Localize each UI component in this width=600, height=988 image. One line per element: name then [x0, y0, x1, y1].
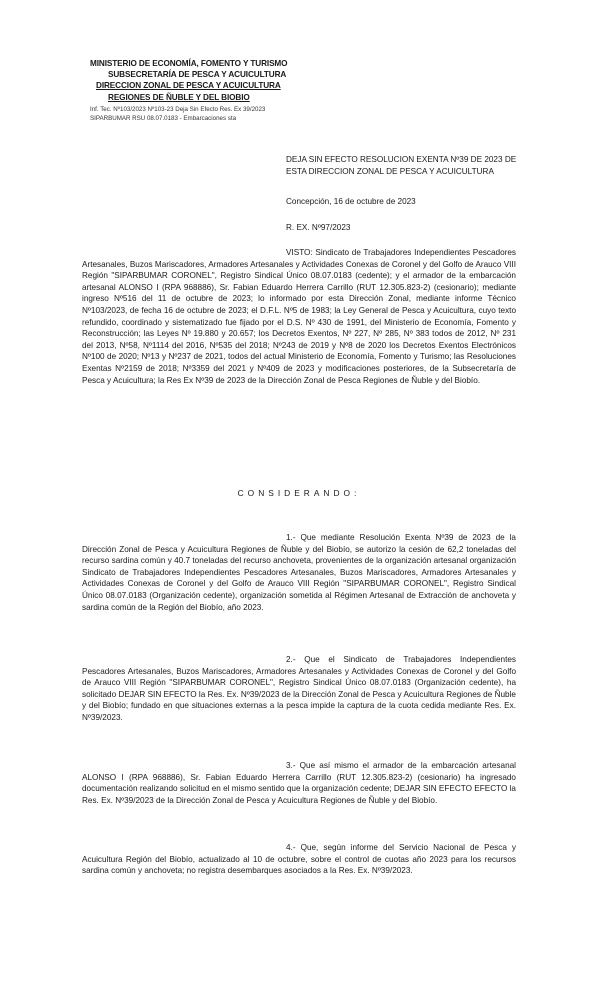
resolution-number: R. EX. Nº97/2023	[286, 223, 351, 232]
place-and-date: Concepción, 16 de octubre de 2023	[286, 197, 416, 206]
visto-text: Sindicato de Trabajadores Independientes Pescadores Artesanales, Buzos Mariscadores, Armadores Artesanales y Actividades Conexas de Coronel y del Golfo de Arauco VIII Región "SIPARBUMAR CORONEL", Registro Sindical Único 08.07.0183 (cedente); y el armador de la embarcación artesanal ALONSO I (RPA 968886), Sr. Fabian Eduardo Herrera Carrillo (RUT 12.305.823-2) (cesionario); mediante ingreso Nº516 del 11 de octubre de 2023; lo informado por esta Dirección Zonal, mediante informe Técnico Nº103/2023, de fecha 16 de octubre de 2023; el D.F.L. Nº5 de 1983; la Ley General de Pesca y Acuicultura, cuyo texto refundido, coordinado y sistematizado fue fijado por el D.S. Nº 430 de 1991, del Ministerio de Economía, Fomento y Reconstrucción; las Leyes Nº 19.880 y 20.657; los Decretos Exentos, Nº 227, Nº 285, Nº 383 todos de 2012, Nº 231 del 2013, Nº58, Nº1114 del 2016, Nº535 del 2018; Nº243 de 2019 y Nº8 de 2020 los Decretos Exentos Electrónicos Nº100 de 2020; Nº13 y Nº237 de 2021, todos del actual Ministerio de Economía, Fomento y Turismo; las Resoluciones Exentas Nº2159 de 2018; Nº3359 del 2021 y Nº409 de 2023 y modificaciones posteriores, de la Subsecretaría de Pesca y Acuicultura; la Res Ex Nº39 de 2023 de la Dirección Zonal de Pesca Regiones de Ñuble y del Biobío.	[82, 248, 516, 385]
considerando-1: 1.- Que mediante Resolución Exenta Nº39 de 2023 de la Dirección Zonal de Pesca y Acuicultura Regiones de Ñuble y del Biobío, se autorizo la cesión de 62,2 toneladas del recurso sardina común y 40.7 toneladas del recurso anchoveta, provenientes de la organización artesanal organización Sindicato de Trabajadores Independientes Pescadores Artesanales, Buzos Mariscadores, Armadores Artesanales y Actividades Conexas de Coronel y del Golfo de Arauco VIII Región "SIPARBUMAR CORONEL", Registro Sindical Único 08.07.0183 (Organización cedente), organización sometida al Régimen Artesanal de Extracción de anchoveta y sardina común de la Región del Biobío, año 2023.	[82, 533, 516, 612]
considerando-3: 3.- Que así mismo el armador de la embarcación artesanal ALONSO I (RPA 968886), Sr. Fabian Eduardo Herrera Carrillo (RUT 12.305.823-2) (cesionario) ha ingresado documentación realizando solicitud en el mismo sentido que la organización cedente; DEJAR SIN EFECTO EFECTO la Res. Ex. Nº39/2023 de la Dirección Zonal de Pesca y Acuicultura Regiones de Ñuble y del Biobío.	[82, 761, 516, 805]
letterhead	[90, 58, 350, 123]
visto-label: VISTO:	[286, 248, 313, 257]
considerando-4: 4.- Que, según informe del Servicio Nacional de Pesca y Acuicultura Región del Biobío, actualizado al 10 de octubre, sobre el control de cuotas año 2023 para los recursos sardina común y anchoveta; no registra desembarques asociados a la Res. Ex. Nº39/2023.	[82, 843, 516, 876]
resolution-subject: DEJA SIN EFECTO RESOLUCION EXENTA Nº39 DE 2023 DE ESTA DIRECCION ZONAL DE PESCA Y ACUICULTURA	[286, 155, 517, 176]
zonal-direction-name: DIRECCION ZONAL DE PESCA Y ACUICULTURA	[96, 81, 281, 91]
considerando-2: 2.- Que el Sindicato de Trabajadores Independientes Pescadores Artesanales, Buzos Mariscadores, Armadores Artesanales y Actividades Conexas de Coronel y del Golfo de Arauco VIII Región "SIPARBUMAR CORONEL", Registro Sindical Único 08.07.0183 (Organización cedente), ha solicitado DEJAR SIN EFECTO la Res. Ex. Nº39/2023 de la Dirección Zonal de Pesca y Acuicultura Regiones de Ñuble y del Biobío; fundado en que situaciones externas a la pesca impide la captura de la cuota cedida mediante Res. Ex. Nº39/2023.	[82, 655, 516, 722]
subsecretariat-name: SUBSECRETARÍA DE PESCA Y ACUICULTURA	[108, 70, 287, 80]
considerando-heading: CONSIDERANDO:	[237, 488, 361, 498]
regions-name: REGIONES DE ÑUBLE Y DEL BIOBIO	[108, 92, 250, 102]
ministry-name: MINISTERIO DE ECONOMÍA, FOMENTO Y TURISMO	[90, 59, 288, 68]
reference-line-2: SIPARBUMAR RSU 08.07.0183 - Embarcaciones sta	[90, 114, 237, 122]
reference-line-1: Inf. Tec. Nº103/2023 Nº103-23 Deja Sin Efecto Res. Ex 39/2023	[90, 105, 266, 113]
visto-paragraph	[82, 247, 516, 386]
